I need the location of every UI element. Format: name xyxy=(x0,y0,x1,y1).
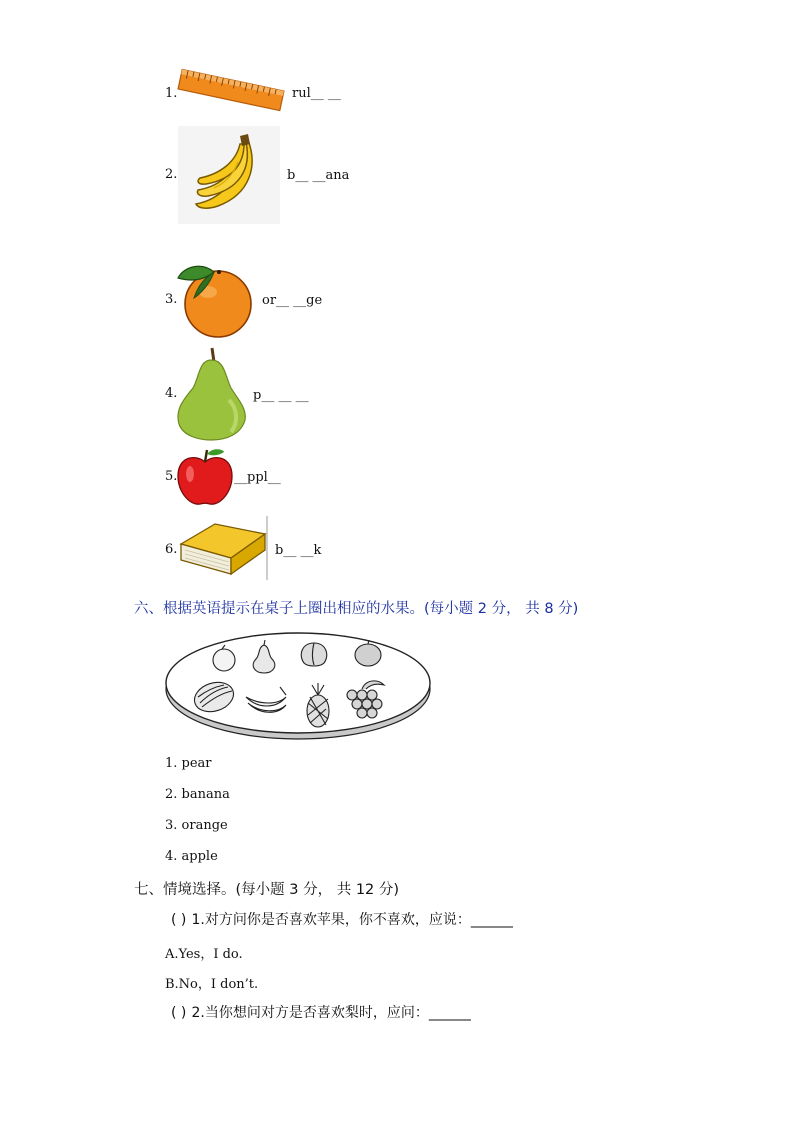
book-icon xyxy=(175,514,271,582)
section-seven-title: 七、情境选择。(每小题 3 分， 共 12 分) xyxy=(134,882,400,898)
answer-parenthesis[interactable]: ( ) xyxy=(171,912,187,928)
question-text: 1.对方问你是否喜欢苹果，你不喜欢，应说：______ xyxy=(191,912,513,928)
item-number: 4. xyxy=(165,386,178,401)
option-b: B.No，I don’t. xyxy=(165,977,259,992)
spelling-blank: b__ __ana xyxy=(287,168,350,183)
table-peach-icon xyxy=(301,643,327,666)
spelling-blank: rul__ __ xyxy=(292,86,341,101)
ruler-icon xyxy=(175,62,287,118)
orange-icon xyxy=(174,258,258,340)
answer-parenthesis[interactable]: ( ) xyxy=(171,1005,187,1021)
item-number: 5. xyxy=(165,469,178,484)
item-number: 6. xyxy=(165,542,178,557)
spelling-blank: __ppl__ xyxy=(234,470,281,485)
option-a: A.Yes，I do. xyxy=(165,947,243,962)
section-six-item: 2. banana xyxy=(165,787,230,802)
section-six-title: 六、根据英语提示在桌子上圈出相应的水果。(每小题 2 分， 共 8 分) xyxy=(134,601,579,617)
apple-icon xyxy=(174,446,236,508)
question-one xyxy=(171,909,513,929)
spelling-blank: p__ __ __ xyxy=(253,388,309,403)
section-six-item: 1. pear xyxy=(165,756,212,771)
item-number: 3. xyxy=(165,292,178,307)
section-six-item: 3. orange xyxy=(165,818,228,833)
spelling-blank: or__ __ge xyxy=(262,293,323,308)
question-two xyxy=(171,1002,471,1022)
item-number: 1. xyxy=(165,86,178,101)
banana-icon xyxy=(178,126,280,224)
item-number: 2. xyxy=(165,167,178,182)
fruit-table-illustration xyxy=(162,625,438,743)
pear-icon xyxy=(175,344,247,442)
spelling-blank: b__ __k xyxy=(275,543,322,558)
section-six-item: 4. apple xyxy=(165,849,218,864)
question-text: 2.当你想问对方是否喜欢梨时，应问：______ xyxy=(191,1005,471,1021)
